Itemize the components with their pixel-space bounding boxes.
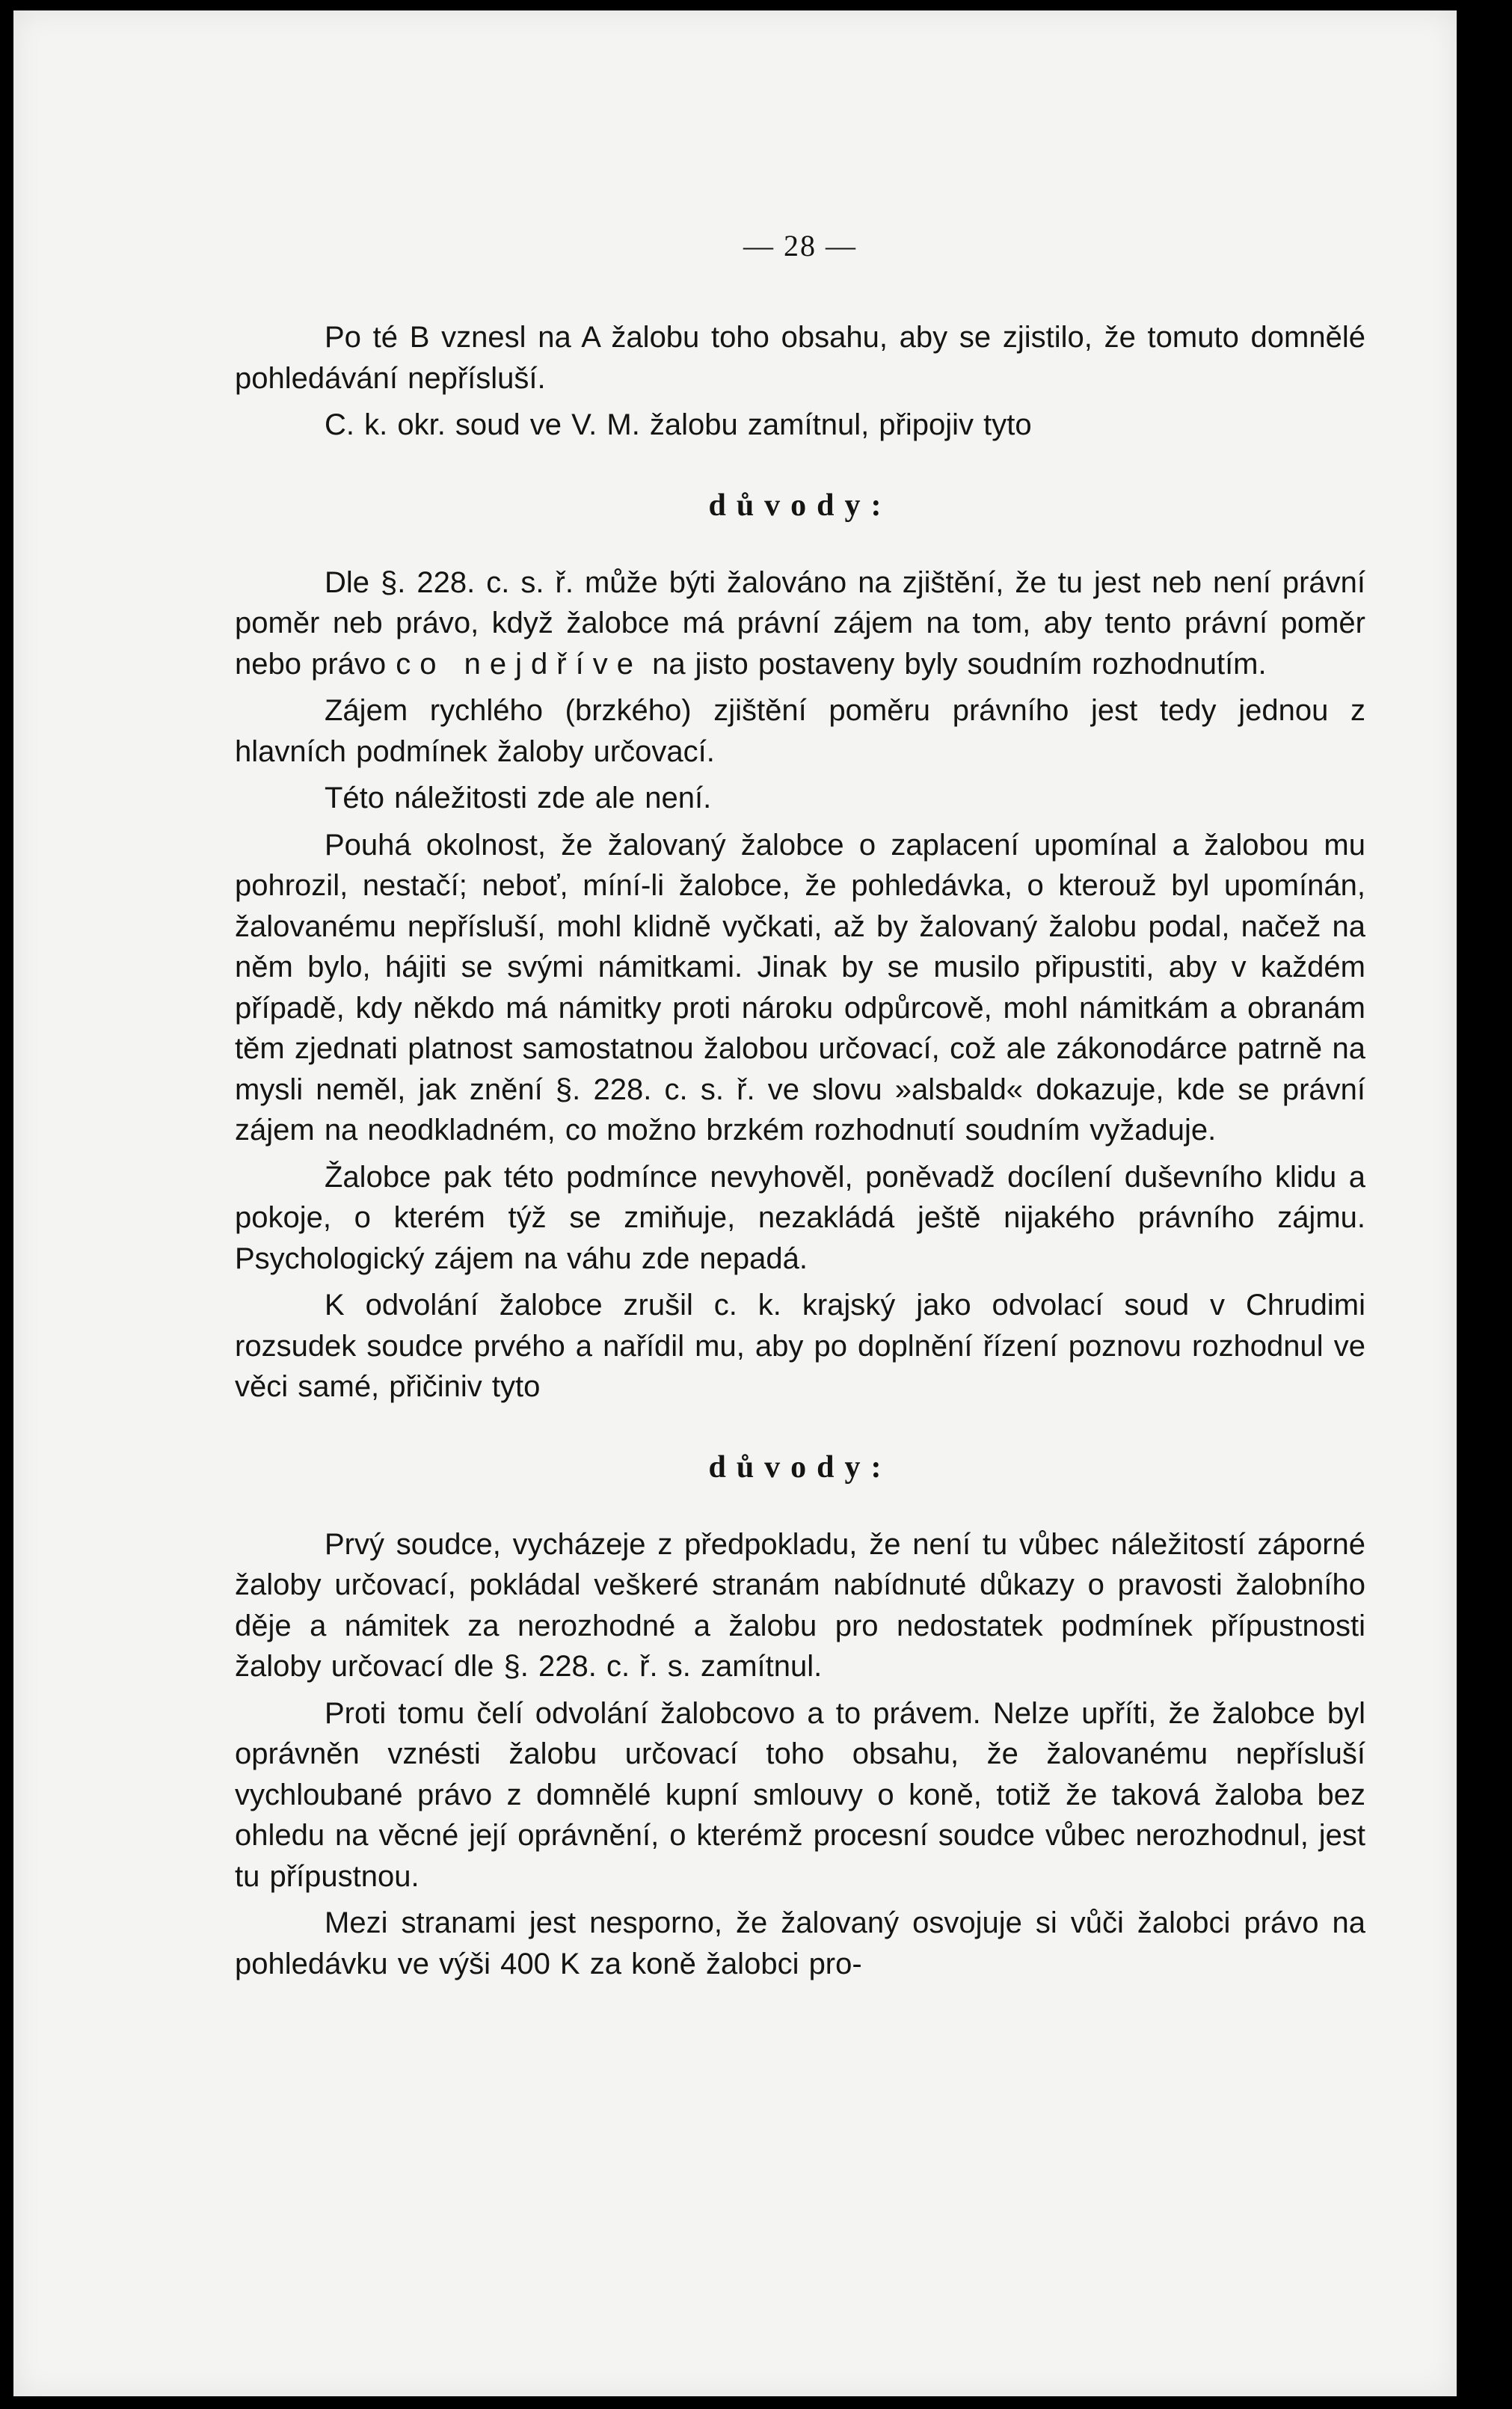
paragraph-9: Prvý soudce, vycházeje z předpokladu, že není tu vůbec náležitostí záporné žaloby určovací, pokládal veškeré stranám nabídnuté důkazy o pravosti žalobního děje a námitek za nerozhodné a žalobu pro nedostatek podmínek přípustnosti žaloby určovací dle §. 228. c. ř. s. zamítnul.	[235, 1527, 1365, 1683]
text-block	[235, 227, 1365, 1984]
scan-border	[1457, 0, 1512, 2409]
document-page	[13, 10, 1457, 2396]
paragraph-3	[235, 562, 1365, 685]
emphasized-phrase: co nejdříve	[396, 647, 642, 681]
paragraph-8: K odvolání žalobce zrušil c. k. krajský jako odvolací soud v Chrudimi rozsudek soudce prvého a nařídil mu, aby po doplnění řízení poznovu rozhodnul ve věci samé, přičiniv tyto	[235, 1289, 1365, 1403]
paragraph-6: Pouhá okolnost, že žalovaný žalobce o zaplacení upomínal a žalobou mu pohrozil, nestačí; neboť, míní-li žalobce, že pohledávka, o kterouž byl upomínán, žalovanému nepřísluší, mohl klidně vyčkati, až by žalovaný žalobu podal, načež na něm bylo, hájiti se svými námitkami. Jinak by se musilo připustiti, aby v každém případě, kdy někdo má námitky proti nároku odpůrcově, mohl námitkám a obranám těm zjednati platnost samostatnou žalobou určovací, což ale zákonodárce patrně na mysli neměl, jak znění §. 228. c. s. ř. ve slovu »alsbald« dokazuje, kde se právní zájem na neodkladném, co možno brzkém rozhodnutí soudním vyžaduje.	[235, 828, 1365, 1147]
paragraph-7: Žalobce pak této podmínce nevyhověl, poněvadž docílení duševního klidu a pokoje, o kterém týž se zmiňuje, nezakládá ještě nijakého právního zájmu. Psychologický zájem na váhu zde nepadá.	[235, 1160, 1365, 1275]
paragraph-3-end: na jisto postaveny byly soudním rozhodnutím.	[642, 647, 1267, 681]
paragraph-4: Zájem rychlého (brzkého) zjištění poměru právního jest tedy jednou z hlavních podmínek žaloby určovací.	[235, 694, 1365, 768]
paragraph-1: Po té B vznesl na A žalobu toho obsahu, aby se zjistilo, že tomuto domnělé pohledávání nepřísluší.	[235, 321, 1365, 395]
paragraph-3-start: Dle §. 228. c. s. ř. může býti žalováno na zjištění, že tu jest neb není právní poměr neb právo, když žalobce má právní zájem na tom, aby tento právní poměr nebo právo	[235, 565, 1365, 681]
paragraph-10: Proti tomu čelí odvolání žalobcovo a to právem. Nelze upříti, že žalobce byl oprávněn vznésti žalobu určovací toho obsahu, že žalovanému nepřísluší vychloubané právo z domnělé kupní smlouvy o koně, totiž že taková žaloba bez ohledu na věcné její oprávnění, o kterémž procesní soudce vůbec nerozhodnul, jest tu přípustnou.	[235, 1696, 1365, 1893]
section-heading-2: důvody:	[708, 1449, 892, 1485]
paragraph-5: Této náležitosti zde ale není.	[325, 782, 712, 814]
paragraph-2: C. k. okr. soud ve V. M. žalobu zamítnul, připojiv tyto	[325, 408, 1032, 441]
section-heading-1: důvody:	[708, 488, 892, 523]
page-number: — 28 —	[743, 229, 857, 263]
paragraph-11: Mezi stranami jest nesporno, že žalovaný osvojuje si vůči žalobci právo na pohledávku ve výši 400 K za koně žalobci pro-	[235, 1906, 1365, 1980]
